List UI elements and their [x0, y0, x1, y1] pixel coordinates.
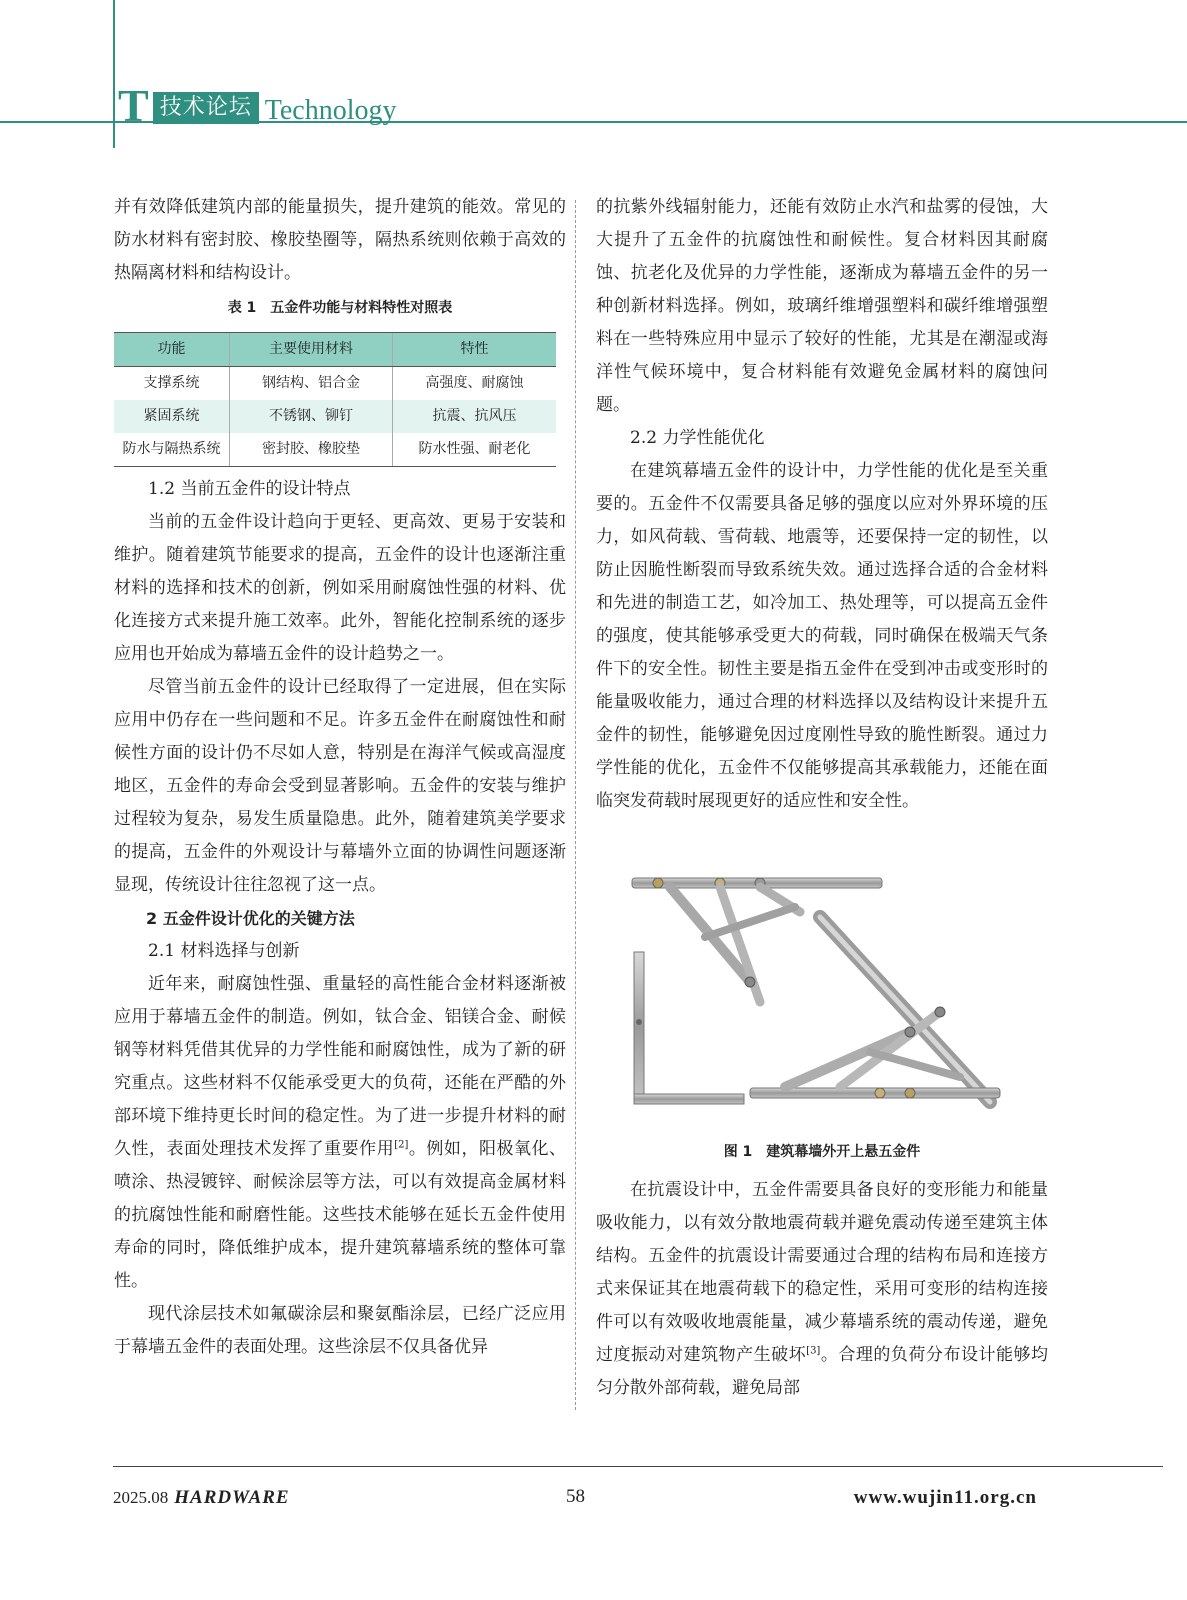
paragraph: 当前的五金件设计趋向于更轻、更高效、更易于安装和维护。随着建筑节能要求的提高，五金件的设计也逐渐注重材料的选择和技术的创新，例如采用耐腐蚀性强的材料、优化连接方式来提升施工效率。此外，智能化控制系统的逐步应用也开始成为幕墙五金件的设计趋势之一。 [114, 512, 566, 664]
material-table [114, 332, 556, 467]
rail-highlight [820, 917, 990, 1102]
subsection-heading: 2.1 材料选择与创新 [148, 941, 300, 961]
footer-journal: HARDWARE [174, 1487, 290, 1508]
footer-date: 2025.08 [113, 1488, 169, 1507]
column-divider [575, 200, 576, 1410]
footer-url[interactable]: www.wujin11.org.cn [853, 1487, 1037, 1508]
paragraph: 现代涂层技术如氟碳涂层和聚氨酯涂层，已经广泛应用于幕墙五金件的表面处理。这些涂层不仅具备优异 [114, 1304, 566, 1357]
table-header-cell: 主要使用材料 [230, 333, 393, 367]
table-cell: 防水与隔热系统 [114, 433, 230, 467]
paragraph: 并有效降低建筑内部的能量损失，提升建筑的能效。常见的防水材料有密封胶、橡胶垫圈等，隔热系统则依赖于高效的热隔离材料和结构设计。 [114, 197, 566, 283]
table-header-cell: 功能 [114, 333, 230, 367]
header-section-label: 技术论坛 [153, 92, 259, 124]
rivet [636, 1019, 642, 1025]
header-english-label: Technology [264, 95, 397, 126]
rivet [935, 1007, 945, 1017]
subsection-heading: 2.2 力学性能优化 [630, 428, 765, 448]
paragraph-text: 近年来，耐腐蚀性强、重量轻的高性能合金材料逐渐被应用于幕墙五金件的制造。例如，钛合金、铝镁合金、耐候钢等材料凭借其优异的力学性能和耐腐蚀性，成为了新的研究重点。这些材料不仅能承受更大的负荷，还能在严酷的外部环境下维持更长时间的稳定性。为了进一步提升材料的耐久性，表面处理技术发挥了重要作用 [114, 974, 566, 1159]
table-cell: 防水性强、耐老化 [393, 433, 557, 467]
paragraph-text: 。合理的负荷分布设计能够均匀分散外部荷载，避免局部 [596, 1345, 1049, 1398]
paragraph: 尽管当前五金件的设计已经取得了一定进展，但在实际应用中仍存在一些问题和不足。许多五金件在耐腐蚀性和耐候性方面的设计仍不尽如人意，特别是在海洋气候或高湿度地区，五金件的寿命会受到显著影响。五金件的安装与维护过程较为复杂，易发生质量隐患。此外，随着建筑美学要求的提高，五金件的外观设计与幕墙外立面的协调性问题逐渐显现，传统设计往往忽视了这一点。 [114, 677, 566, 895]
hinge-arm [705, 907, 795, 937]
hardware-figure [610, 862, 1030, 1130]
rail [634, 952, 644, 1102]
rivet [905, 1088, 915, 1098]
section-header [118, 80, 397, 131]
left-column [114, 191, 566, 1364]
table-cell: 密封胶、橡胶垫 [230, 433, 393, 467]
table-row [114, 433, 556, 467]
header-vertical-rule [113, 0, 115, 148]
paragraph [596, 1174, 1048, 1405]
page-number: 58 [566, 1486, 585, 1507]
footer-rule [113, 1466, 1163, 1467]
table-cell: 不锈钢、铆钉 [230, 400, 393, 433]
paragraph-text: 在抗震设计中，五金件需要具备良好的变形能力和能量吸收能力，以有效分散地震荷载并避免震动传递至建筑主体结构。五金件的抗震设计需要通过合理的结构布局和连接方式来保证其在地震荷载下的稳定性，采用可变形的结构连接件可以有效吸收地震能量，减少幕墙系统的震动传递，避免过度振动对建筑物产生破坏 [596, 1180, 1048, 1365]
table-row [114, 400, 556, 433]
rivet [745, 977, 755, 987]
table-cell: 抗震、抗风压 [393, 400, 557, 433]
hinge-arm [840, 1012, 940, 1087]
section-heading: 2 五金件设计优化的关键方法 [146, 909, 355, 928]
table-cell: 紧固系统 [114, 400, 230, 433]
table-cell: 高强度、耐腐蚀 [393, 367, 557, 401]
table-caption: 表 1 五金件功能与材料特性对照表 [227, 300, 453, 316]
paragraph: 在建筑幕墙五金件的设计中，力学性能的优化是至关重要的。五金件不仅需要具备足够的强度以应对外界环境的压力，如风荷载、雪荷载、地震等，还要保持一定的韧性，以防止因脆性断裂而导致系统失效。通过选择合适的合金材料和先进的制造工艺，如冷加工、热处理等，可以提高五金件的强度，使其能够承受更大的荷载，同时确保在极端天气条件下的安全性。韧性主要是指五金件在受到冲击或变形时的能量吸收能力，通过合理的材料选择以及结构设计来提升五金件的韧性，能够避免因过度刚性导致的脆性断裂。通过力学性能的优化，五金件不仅能够提高其承载能力，还能在面临突发荷载时展现更好的适应性和安全性。 [596, 461, 1048, 811]
rivet [905, 1027, 915, 1037]
paragraph: 的抗紫外线辐射能力，还能有效防止水汽和盐雾的侵蚀，大大提升了五金件的抗腐蚀性和耐候性。复合材料因其耐腐蚀、抗老化及优异的力学性能，逐渐成为幕墙五金件的另一种创新材料选择。例如，玻璃纤维增强塑料和碳纤维增强塑料在一些特殊应用中显示了较好的性能，尤其是在潮湿或海洋性气候环境中，复合材料能有效避免金属材料的腐蚀问题。 [596, 197, 1048, 415]
figure-caption: 图 1 建筑幕墙外开上悬五金件 [723, 1144, 921, 1160]
paragraph [114, 968, 566, 1298]
footer-issue [113, 1487, 290, 1509]
rail [634, 1094, 744, 1104]
citation: [2] [394, 1139, 409, 1151]
rivet [653, 878, 663, 888]
subsection-heading: 1.2 当前五金件的设计特点 [148, 479, 351, 499]
table-header-cell: 特性 [393, 333, 557, 367]
table-cell: 支撑系统 [143, 375, 200, 391]
table-cell: 钢结构、铝合金 [230, 367, 393, 401]
table-row [114, 367, 556, 401]
right-column-continued [596, 1174, 1048, 1405]
header-letter: T [118, 80, 149, 131]
citation: [3] [806, 1345, 821, 1357]
table-header-row [114, 333, 556, 367]
rivet [875, 1088, 885, 1098]
right-column [596, 191, 1048, 818]
paragraph-text: 。例如，阳极氧化、喷涂、热浸镀锌、耐候涂层等方法，可以有效提高金属材料的抗腐蚀性能和耐磨性能。这些技术能够在延长五金件使用寿命的同时，降低维护成本，提升建筑幕墙系统的整体可靠性。 [114, 1139, 567, 1291]
